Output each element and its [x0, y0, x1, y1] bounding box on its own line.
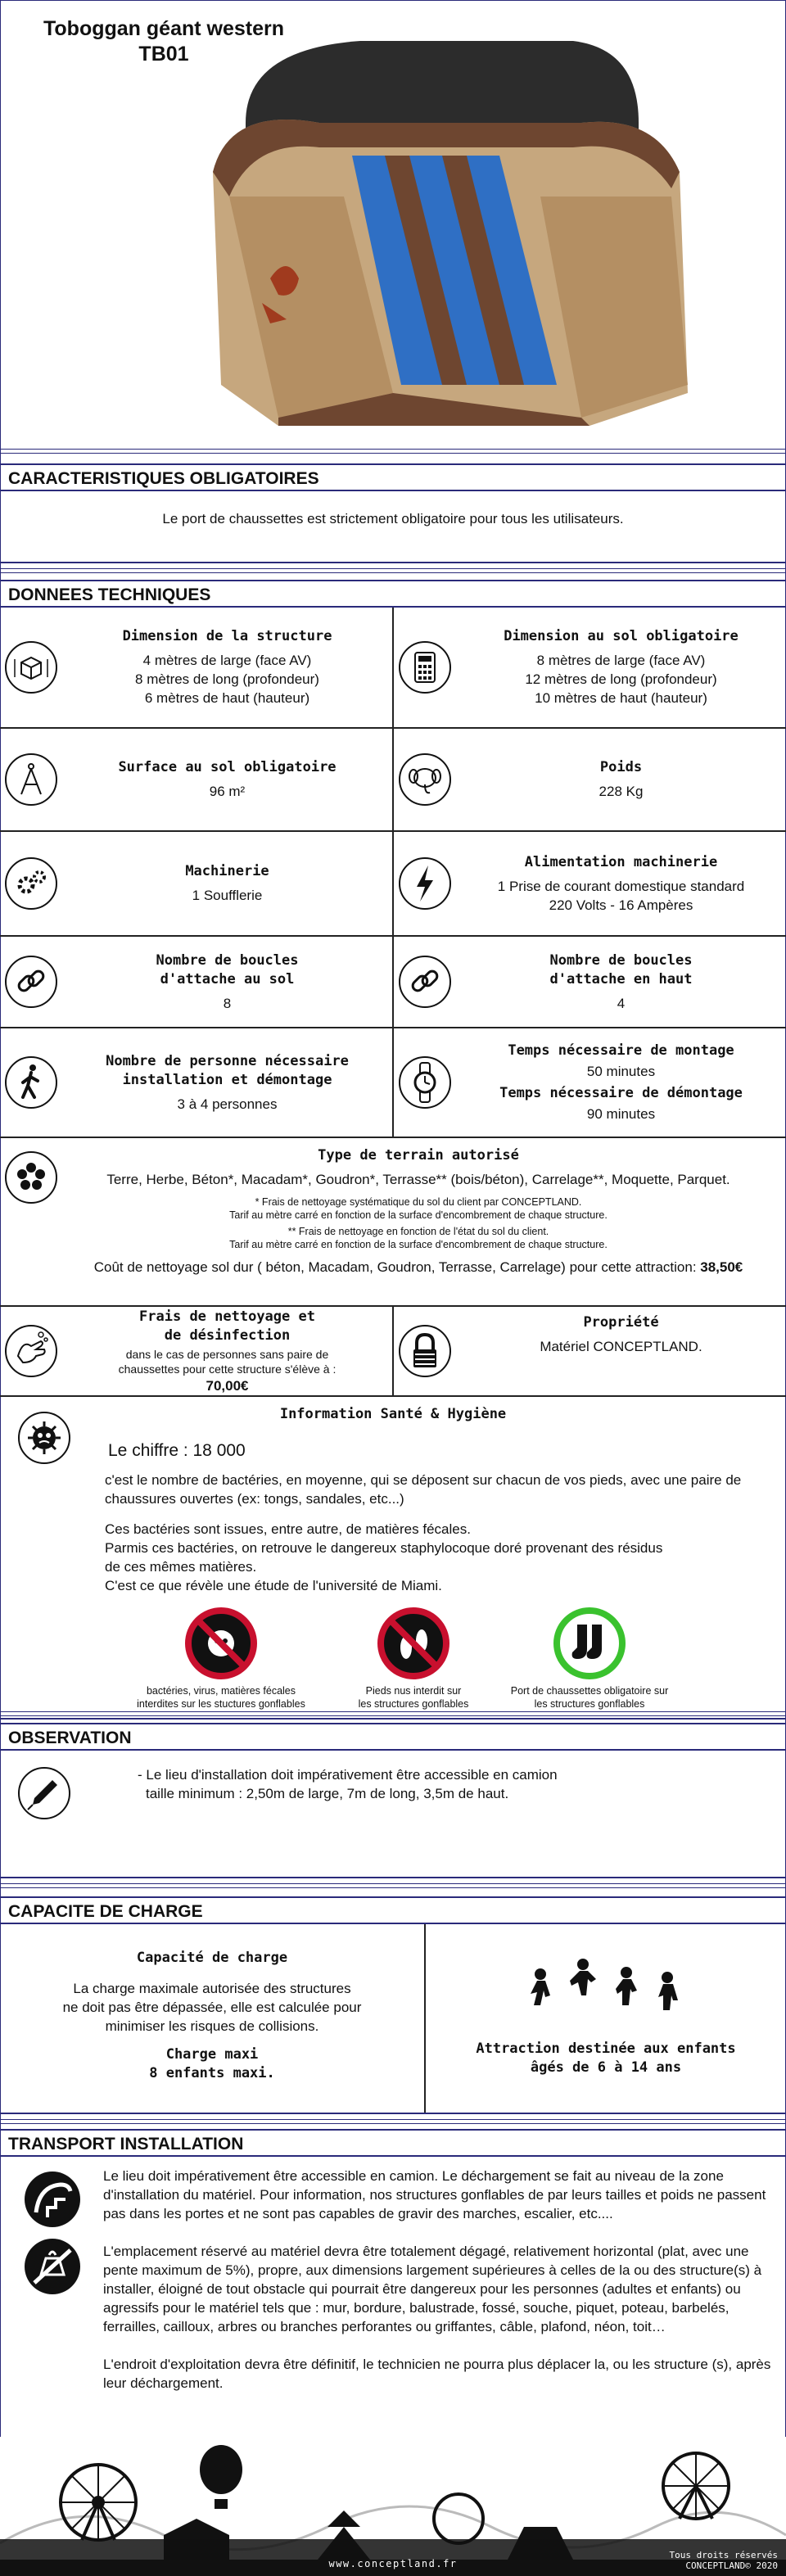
no-obstacle-icon — [23, 2237, 82, 2296]
calculator-icon — [397, 639, 453, 695]
section-title-capacite: CAPACITE DE CHARGE — [0, 1896, 786, 1924]
link-icon — [397, 954, 453, 1010]
machinerie-cell: Machinerie 1 Soufflerie — [0, 832, 392, 935]
no-bacteria-icon — [184, 1607, 258, 1680]
divider — [0, 568, 786, 573]
section-title-transport: TRANSPORT INSTALLATION — [0, 2129, 786, 2157]
link-icon — [3, 954, 59, 1010]
boucles-sol-cell: Nombre de boucles d'attache au sol 8 — [0, 937, 392, 1027]
footer-url[interactable]: www.conceptland.fr — [328, 2558, 458, 2569]
obligatoires-text: Le port de chaussettes est strictement obligatoire pour tous les utilisateurs. — [0, 491, 786, 563]
children-icon — [516, 1955, 696, 2020]
divider — [0, 449, 786, 454]
section-title-obligatoires: CARACTERISTIQUES OBLIGATOIRES — [0, 463, 786, 491]
no-stairs-icon — [23, 2170, 82, 2229]
propriete-cell: Propriété Matériel CONCEPTLAND. — [392, 1307, 786, 1395]
observation: OBSERVATION - Le lieu d'installation doit impérativement être accessible en camion taille minimum : 2,50m de large, 7m de long, 3,5m de haut. — [0, 1723, 786, 1751]
footer-rights: Tous droits réservés CONCEPTLAND© 2020 — [669, 2550, 778, 2571]
header — [0, 0, 786, 449]
socks-required-icon — [553, 1607, 626, 1680]
dim-sol-cell: Dimension au sol obligatoire 8 mètres de large (face AV) 12 mètres de long (profondeur) 10 mètres de haut (hauteur) — [392, 608, 786, 727]
hygiene-item-bacteria: bactéries, virus, matières fécales interdites sur les stuctures gonflables — [123, 1607, 319, 1711]
donnees-techniques — [0, 580, 786, 1720]
attraction-enfants-cell: Attraction destinée aux enfants âgés de 6 à 14 ans — [424, 1924, 786, 2113]
hygiene-item-chaussettes: Port de chaussettes obligatoire sur les structures gonflables — [499, 1607, 680, 1711]
slide-image — [196, 33, 704, 438]
lightning-icon — [397, 856, 453, 911]
sante-block: Information Santé & Hygiène Le chiffre : 18 000 c'est le nombre de bactéries, en moyenne, qui se déposent sur chacun de vos pieds, avec une paire de chaussures ouvertes (ex: tongs, sandales, etc...) Ces bactéries sont issues, entre autre, de matières fécales. Parmis ces bactéries, on retrouve le dangereux staphylocoque doré provenant des résidus de ces mêmes matières. C'est ce que révèle une étude de l'université de Miami. bactéries, virus, matières fécales interdites sur les stuctures gonflables Pieds nus interdit sur les structures gonflables Port de chaussettes obligatoire sur les structures gonflables — [0, 1397, 786, 1720]
walking-person-icon — [3, 1055, 59, 1110]
fairground-skyline — [0, 2437, 786, 2576]
capacite-charge-cell: Capacité de charge La charge maximale autorisée des structures ne doit pas être dépassée, elle est calculée pour minimiser les risques de collisions. Charge maxi 8 enfants maxi. — [62, 1950, 362, 2081]
montage-cell: Temps nécessaire de montage 50 minutes Temps nécessaire de démontage 90 minutes — [392, 1028, 786, 1137]
divider — [0, 2119, 786, 2124]
page-title: Toboggan géant western TB01 — [43, 17, 284, 66]
personnes-cell: Nombre de personne nécessaire installation et démontage 3 à 4 personnes — [0, 1028, 392, 1137]
gears-icon — [3, 856, 59, 911]
compass-icon — [3, 752, 59, 807]
flower-icon — [3, 1150, 59, 1205]
washing-hands-icon — [3, 1323, 59, 1379]
divider — [0, 1883, 786, 1888]
divider — [0, 1711, 786, 1716]
watch-icon — [397, 1055, 453, 1110]
dim-structure-cell: Dimension de la structure 4 mètres de large (face AV) 8 mètres de long (profondeur) 6 mètres de haut (hauteur) — [0, 608, 392, 727]
boucles-haut-cell: Nombre de boucles d'attache en haut 4 — [392, 937, 786, 1027]
lock-icon — [397, 1323, 453, 1379]
poids-cell: Poids 228 Kg — [392, 729, 786, 830]
frais-cell: Frais de nettoyage et de désinfection dans le cas de personnes sans paire de chaussettes pour cette structure s'élève à : 70,00€ — [0, 1307, 392, 1395]
alimentation-cell: Alimentation machinerie 1 Prise de courant domestique standard 220 Volts - 16 Ampères — [392, 832, 786, 935]
hygiene-item-pieds-nus: Pieds nus interdit sur les structures gonflables — [319, 1607, 508, 1711]
pen-icon — [16, 1765, 72, 1821]
section-title-observation: OBSERVATION — [0, 1723, 786, 1751]
capacite — [0, 1896, 786, 2114]
section-title-technique: DONNEES TECHNIQUES — [0, 580, 786, 608]
footer — [0, 2437, 786, 2576]
transport: TRANSPORT INSTALLATION Le lieu doit impérativement être accessible en camion. Le déchargement se fait au niveau de la zone d'installation du matériel. Pour information, nos structures gonflables de par leurs tailles et poids ne passent pas dans les portes et ne sont pas capables de gravir des marches, escalier, etc.... L'emplacement réservé au matériel devra être totalement dégagé, relativement horizontal (plat, avec une pente maximum de 5%), propre, aux dimensions largement supérieures à celles de la ou des structure(s) à installer, éloigné de tout obstacle qui pourrait être dangereux pour les personnes (adultes et enfants) ou agressifs pour le matériel tels que : mur, bordure, balustrade, fossé, souche, piquet, poteau, barbelés, ferrailles, cailloux, arbres ou branches perforantes ou griffantes, câble, plafond, néon, toit… L'endroit d'exploitation devra être définitif, le technicien ne pourra plus déplacer la, ou les structure (s), après leur déchargement. — [0, 2129, 786, 2157]
cube-dimension-icon — [3, 639, 59, 695]
surface-cell: Surface au sol obligatoire 96 m² — [0, 729, 392, 830]
terrain-cell: Type de terrain autorisé Terre, Herbe, Béton*, Macadam*, Goudron*, Terrasse** (bois/béton), Carrelage**, Moquette, Parquet. * Frais de nettoyage systématique du sol du client par CONCEPTLAND. Tarif au mètre carré en fonction de la surface d'encombrement de chaque structure. ** Frais de nettoyage en fonction de l'état du sol du client. Tarif au mètre carré en fonction de la surface d'encombrement de chaque structure. Coût de nettoyage sol dur ( béton, Macadam, Goudron, Terrasse, Carrelage) pour cette attraction: 38,50€ — [0, 1138, 786, 1305]
no-bare-feet-icon — [377, 1607, 450, 1680]
elephant-icon — [397, 752, 453, 807]
